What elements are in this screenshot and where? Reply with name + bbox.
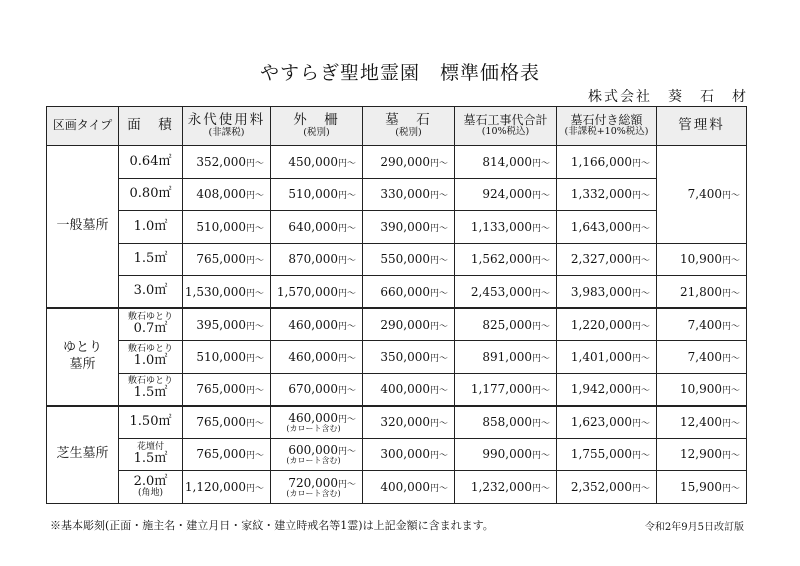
fence-price-cell: 870,000円～ <box>271 243 363 276</box>
area-cell: 1.50㎡ <box>119 406 183 439</box>
grand-total-cell: 2,327,000円～ <box>557 243 657 276</box>
work-total-cell: 1,232,000円～ <box>455 471 557 504</box>
stone-price-cell: 330,000円～ <box>363 178 455 211</box>
area-cell: 2.0㎡ (角地) <box>119 471 183 504</box>
header-total-work: 墓石工事代合計 (10%税込) <box>455 107 557 146</box>
mgmt-fee-cell: 7,400円～ <box>657 308 747 341</box>
grand-total-cell: 1,942,000円～ <box>557 373 657 406</box>
header-perpetual: 永代使用料 (非課税) <box>183 107 271 146</box>
table-row <box>47 308 747 341</box>
section-type: 芝生墓所 <box>47 406 119 504</box>
table-row <box>47 438 747 471</box>
area-cell: 花壇付 1.5㎡ <box>119 438 183 471</box>
work-total-cell: 825,000円～ <box>455 308 557 341</box>
section-type: ゆとり 墓所 <box>47 308 119 406</box>
fence-price-cell: 640,000円～ <box>271 211 363 244</box>
table-row <box>47 243 747 276</box>
perpetual-fee-cell: 765,000円～ <box>183 373 271 406</box>
work-total-cell: 858,000円～ <box>455 406 557 439</box>
table-row <box>47 471 747 504</box>
company-name: 株式会社 葵 石 材 <box>588 89 748 105</box>
mgmt-fee-cell: 21,800円～ <box>657 276 747 309</box>
fence-price-cell: 510,000円～ <box>271 178 363 211</box>
header-total-all: 墓石付き総額 (非課税+10%税込) <box>557 107 657 146</box>
area-cell: 3.0㎡ <box>119 276 183 309</box>
perpetual-fee-cell: 1,530,000円～ <box>183 276 271 309</box>
grand-total-cell: 2,352,000円～ <box>557 471 657 504</box>
table-row <box>47 146 747 179</box>
header-area: 面 積 <box>119 107 183 146</box>
work-total-cell: 1,133,000円～ <box>455 211 557 244</box>
header-fence: 外 柵 (税別) <box>271 107 363 146</box>
area-cell: 1.0㎡ <box>119 211 183 244</box>
mgmt-fee-cell: 7,400円～ <box>657 146 747 244</box>
perpetual-fee-cell: 395,000円～ <box>183 308 271 341</box>
fence-price-cell: 600,000円～ (カロート含む) <box>271 438 363 471</box>
fence-price-cell: 670,000円～ <box>271 373 363 406</box>
stone-price-cell: 400,000円～ <box>363 373 455 406</box>
stone-price-cell: 320,000円～ <box>363 406 455 439</box>
work-total-cell: 814,000円～ <box>455 146 557 179</box>
header-row <box>47 107 747 146</box>
section-type: 一般墓所 <box>47 146 119 309</box>
fence-price-cell: 460,000円～ (カロート含む) <box>271 406 363 439</box>
perpetual-fee-cell: 352,000円～ <box>183 146 271 179</box>
mgmt-fee-cell: 7,400円～ <box>657 341 747 374</box>
grand-total-cell: 1,220,000円～ <box>557 308 657 341</box>
work-total-cell: 1,177,000円～ <box>455 373 557 406</box>
area-cell: 敷石ゆとり 1.5㎡ <box>119 373 183 406</box>
header-type: 区画タイプ <box>47 107 119 146</box>
area-cell: 1.5㎡ <box>119 243 183 276</box>
perpetual-fee-cell: 510,000円～ <box>183 341 271 374</box>
stone-price-cell: 400,000円～ <box>363 471 455 504</box>
grand-total-cell: 1,166,000円～ <box>557 146 657 179</box>
fence-price-cell: 460,000円～ <box>271 341 363 374</box>
mgmt-fee-cell: 12,900円～ <box>657 438 747 471</box>
fence-price-cell: 460,000円～ <box>271 308 363 341</box>
work-total-cell: 1,562,000円～ <box>455 243 557 276</box>
table-row <box>47 178 747 211</box>
page-title: やすらぎ聖地霊園 標準価格表 <box>259 62 540 84</box>
table-row <box>47 373 747 406</box>
grand-total-cell: 1,401,000円～ <box>557 341 657 374</box>
stone-price-cell: 350,000円～ <box>363 341 455 374</box>
mgmt-fee-cell: 10,900円～ <box>657 373 747 406</box>
mgmt-fee-cell: 15,900円～ <box>657 471 747 504</box>
grand-total-cell: 1,755,000円～ <box>557 438 657 471</box>
work-total-cell: 891,000円～ <box>455 341 557 374</box>
table-row <box>47 406 747 439</box>
perpetual-fee-cell: 765,000円～ <box>183 406 271 439</box>
grand-total-cell: 3,983,000円～ <box>557 276 657 309</box>
stone-price-cell: 290,000円～ <box>363 308 455 341</box>
price-table <box>46 106 747 504</box>
grand-total-cell: 1,332,000円～ <box>557 178 657 211</box>
header-stone: 墓 石 (税別) <box>363 107 455 146</box>
mgmt-fee-cell: 12,400円～ <box>657 406 747 439</box>
area-cell: 0.80㎡ <box>119 178 183 211</box>
perpetual-fee-cell: 510,000円～ <box>183 211 271 244</box>
header-mgmt: 管理料 <box>657 107 747 146</box>
table-row <box>47 341 747 374</box>
perpetual-fee-cell: 765,000円～ <box>183 243 271 276</box>
grand-total-cell: 1,623,000円～ <box>557 406 657 439</box>
stone-price-cell: 660,000円～ <box>363 276 455 309</box>
work-total-cell: 2,453,000円～ <box>455 276 557 309</box>
work-total-cell: 924,000円～ <box>455 178 557 211</box>
area-cell: 敷石ゆとり 0.7㎡ <box>119 308 183 341</box>
footnote: ※基本彫刻(正面・施主名・建立月日・家紋・建立時戒名等1霊)は上記金額に含まれます。 <box>50 519 494 532</box>
area-cell: 0.64㎡ <box>119 146 183 179</box>
revision-date: 令和2年9月5日改訂版 <box>644 522 744 533</box>
perpetual-fee-cell: 408,000円～ <box>183 178 271 211</box>
fence-price-cell: 720,000円～ (カロート含む) <box>271 471 363 504</box>
stone-price-cell: 290,000円～ <box>363 146 455 179</box>
table-row <box>47 276 747 309</box>
work-total-cell: 990,000円～ <box>455 438 557 471</box>
table-row <box>47 211 747 244</box>
fence-price-cell: 1,570,000円～ <box>271 276 363 309</box>
perpetual-fee-cell: 1,120,000円～ <box>183 471 271 504</box>
fence-price-cell: 450,000円～ <box>271 146 363 179</box>
stone-price-cell: 300,000円～ <box>363 438 455 471</box>
area-cell: 敷石ゆとり 1.0㎡ <box>119 341 183 374</box>
mgmt-fee-cell: 10,900円～ <box>657 243 747 276</box>
stone-price-cell: 390,000円～ <box>363 211 455 244</box>
grand-total-cell: 1,643,000円～ <box>557 211 657 244</box>
stone-price-cell: 550,000円～ <box>363 243 455 276</box>
perpetual-fee-cell: 765,000円～ <box>183 438 271 471</box>
